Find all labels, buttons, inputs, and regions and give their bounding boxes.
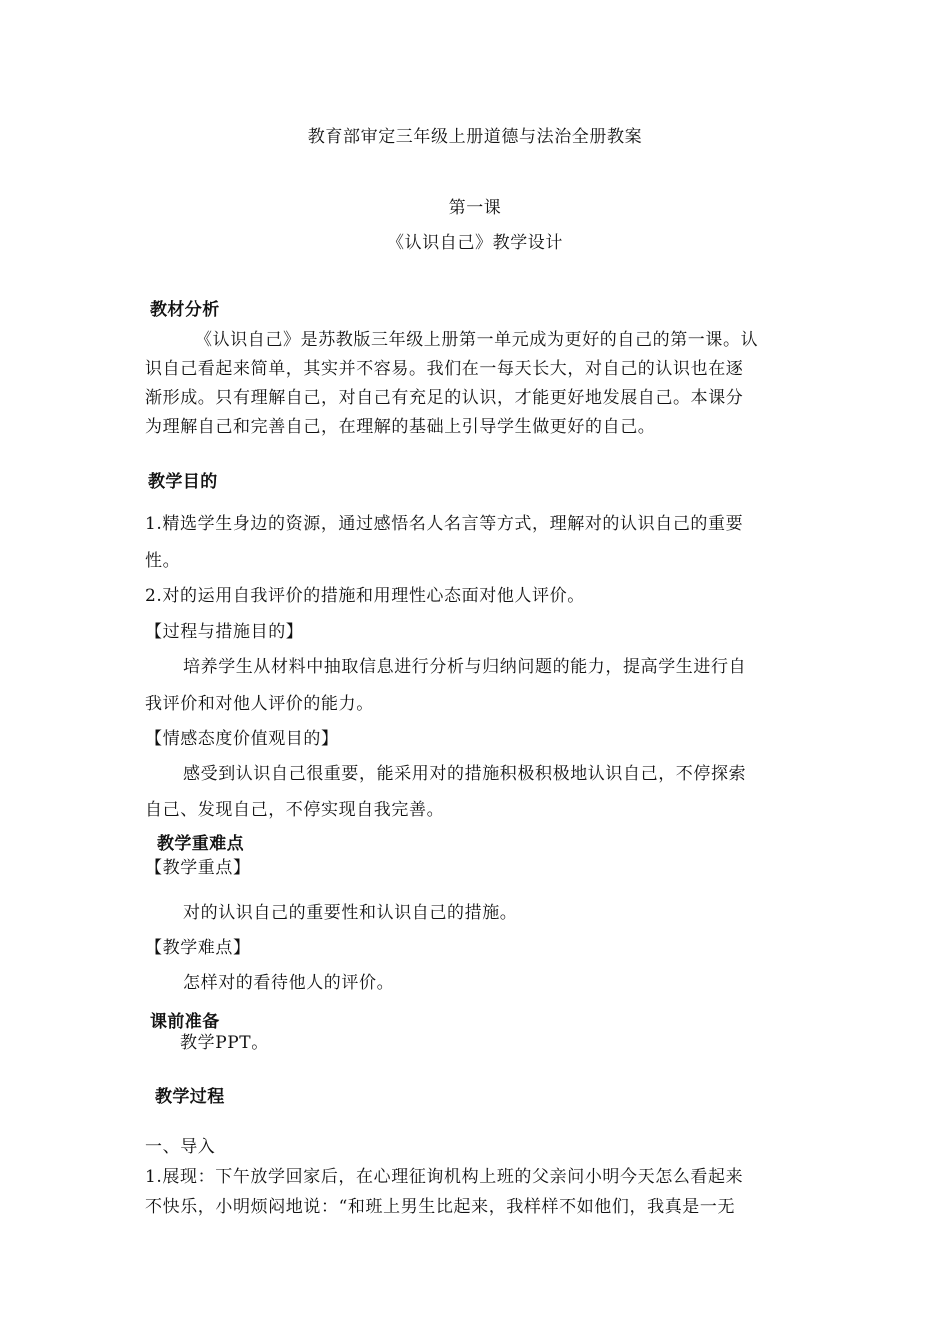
section-heading-material-analysis: 教材分析 bbox=[150, 300, 220, 320]
goal-item: 2.对的运用自我评价的措施和用理性心态面对他人评价。 bbox=[145, 586, 585, 606]
section-heading-key-points: 教学重难点 bbox=[157, 834, 244, 854]
subsection-label-emotion: 【情感态度价值观目的】 bbox=[145, 729, 339, 749]
subsection-label-process: 【过程与措施目的】 bbox=[145, 622, 304, 642]
paragraph-line: 自己、发现自己，不停实现自我完善。 bbox=[145, 800, 445, 820]
goal-item-continued: 性。 bbox=[145, 551, 181, 571]
paragraph-line: 我评价和对他人评价的能力。 bbox=[145, 694, 374, 714]
lesson-title: 《认识自己》教学设计 bbox=[387, 233, 563, 253]
paragraph-line: 对的认识自己的重要性和认识自己的措施。 bbox=[183, 903, 518, 923]
lesson-number: 第一课 bbox=[448, 198, 502, 218]
subsection-label-focus: 【教学重点】 bbox=[145, 858, 251, 878]
preparation-text: 教学PPT。 bbox=[180, 1033, 269, 1053]
paragraph-line: 渐形成。只有理解自己，对自己有充足的认识，才能更好地发展自己。本课分 bbox=[145, 388, 744, 408]
paragraph-line: 1.展现：下午放学回家后，在心理征询机构上班的父亲问小明今天怎么看起来 bbox=[145, 1167, 744, 1187]
paragraph-line: 《认识自己》是苏教版三年级上册第一单元成为更好的自己的第一课。认 bbox=[195, 330, 759, 350]
paragraph-line: 培养学生从材料中抽取信息进行分析与归纳问题的能力，提高学生进行自 bbox=[183, 657, 747, 677]
goal-item: 1.精选学生身边的资源，通过感悟名人名言等方式，理解对的认识自己的重要 bbox=[145, 514, 744, 534]
process-step-label: 一、导入 bbox=[145, 1137, 216, 1157]
paragraph-line: 为理解自己和完善自己，在理解的基础上引导学生做更好的自己。 bbox=[145, 417, 656, 437]
document-title: 教育部审定三年级上册道德与法治全册教案 bbox=[307, 127, 643, 147]
paragraph-line: 怎样对的看待他人的评价。 bbox=[183, 973, 395, 993]
section-heading-teaching-goals: 教学目的 bbox=[148, 472, 218, 492]
section-heading-process: 教学过程 bbox=[155, 1087, 225, 1107]
section-heading-preparation: 课前准备 bbox=[150, 1012, 220, 1032]
paragraph-line: 识自己看起来简单，其实并不容易。我们在一每天长大，对自己的认识也在逐 bbox=[145, 359, 744, 379]
paragraph-line: 不快乐，小明烦闷地说：“和班上男生比起来，我样样不如他们，我真是一无 bbox=[145, 1197, 736, 1217]
paragraph-line: 感受到认识自己很重要，能采用对的措施积极积极地认识自己，不停探索 bbox=[183, 764, 747, 784]
subsection-label-difficulty: 【教学难点】 bbox=[145, 938, 251, 958]
